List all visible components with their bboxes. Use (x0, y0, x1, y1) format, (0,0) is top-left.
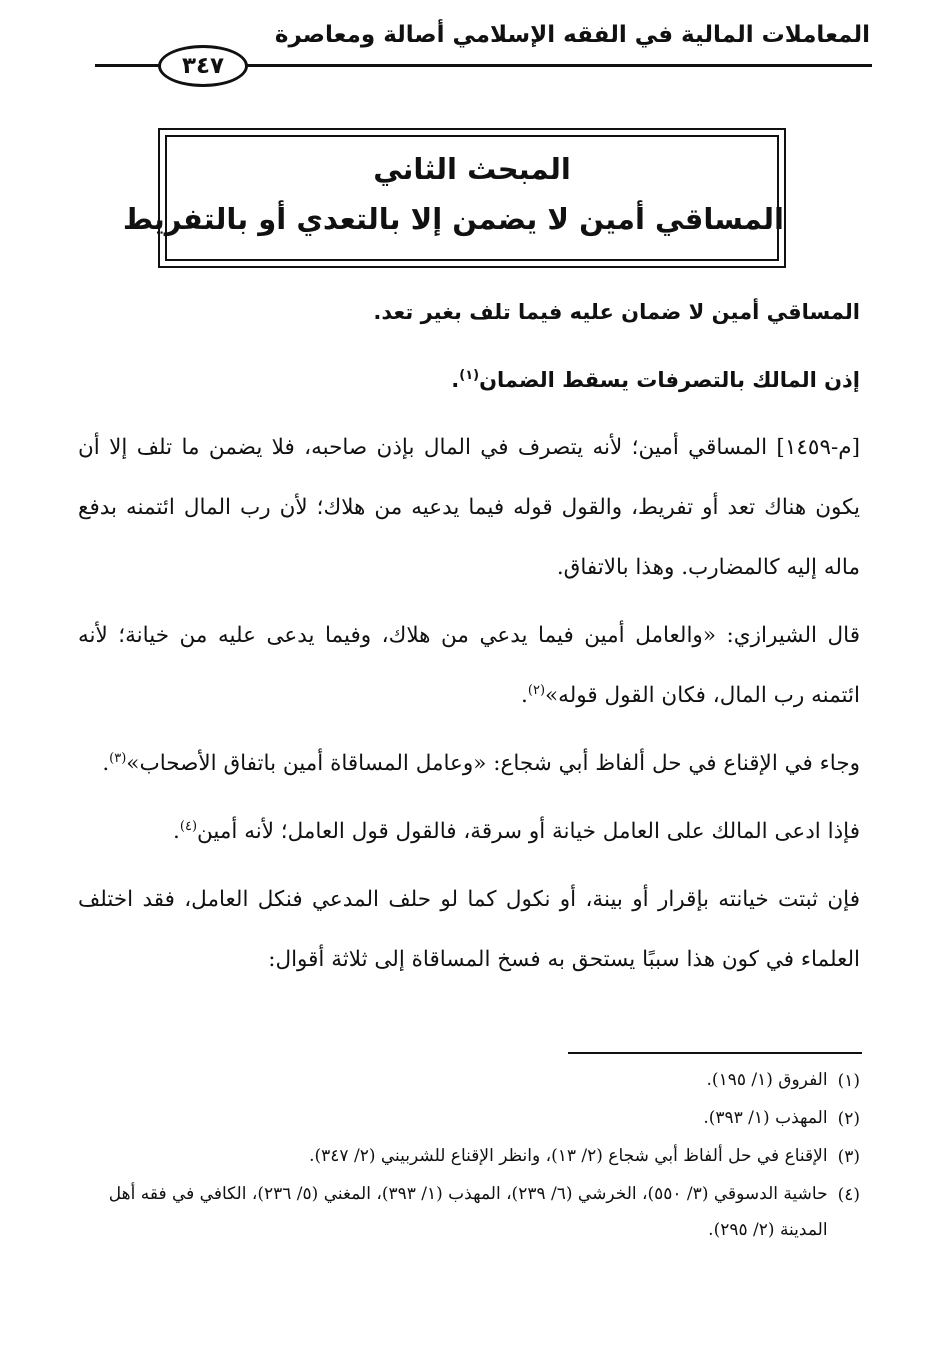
paragraph-text: وجاء في الإقناع في حل ألفاظ أبي شجاع: «وعامل المساقاة أمين باتفاق الأصحاب» (126, 751, 860, 776)
paragraph-text: فإذا ادعى المالك على العامل خيانة أو سرقة، فالقول قول العامل؛ لأنه أمين (197, 819, 860, 844)
rule-statement (78, 350, 860, 410)
paragraph (78, 606, 860, 726)
footnote-number: (٤) (837, 1185, 860, 1205)
punctuation: . (451, 368, 460, 392)
section-subtitle: المساقي أمين لا يضمن إلا بالتعدي أو بالتفريط (122, 202, 784, 236)
footnote-ref[interactable]: (٤) (179, 818, 198, 834)
page-number: ٣٤٧ (158, 45, 248, 87)
footnote (78, 1138, 860, 1176)
footnote-ref[interactable]: (٣) (109, 750, 127, 766)
footnote (78, 1100, 860, 1138)
paragraph (78, 802, 860, 862)
punctuation: . (102, 751, 110, 776)
paragraph-text: قال الشيرازي: «والعامل أمين فيما يدعي من هلاك، وفيما يدعى عليه من خيانة؛ لأنه ائتمنه رب المال، فكان القول قوله» (78, 623, 860, 708)
footnote-text: الفروق (١/ ١٩٥). (706, 1070, 828, 1090)
section-title-box (122, 128, 786, 268)
footnote-number: (٢) (837, 1109, 860, 1129)
footnote-separator (568, 1052, 862, 1054)
rule-statement: المساقي أمين لا ضمان عليه فيما تلف بغير تعد. (373, 300, 860, 324)
section-title: المبحث الثاني (373, 152, 571, 186)
footnote-text: حاشية الدسوقي (٣/ ٥٥٠)، الخرشي (٦/ ٢٣٩)، المهذب (١/ ٣٩٣)، المغني (٥/ ٢٣٦)، الكافي في فقه أهل المدينة (٢/ ٢٩٥). (108, 1184, 828, 1240)
paragraph: [م-١٤٥٩] المساقي أمين؛ لأنه يتصرف في المال بإذن صاحبه، فلا يضمن ما تلف إلا أن يكون هناك تعد أو تفريط، والقول قوله فيما يدعيه من هلاك؛ لأن رب المال ائتمنه بدفع ماله إليه كالمضارب. وهذا بالاتفاق. (78, 435, 860, 580)
footnote-text: المهذب (١/ ٣٩٣). (703, 1108, 828, 1128)
punctuation: . (173, 819, 180, 844)
main-text (78, 282, 860, 998)
footnotes (78, 1062, 860, 1248)
punctuation: . (521, 683, 528, 708)
paragraph: فإن ثبتت خيانته بإقرار أو بينة، أو نكول كما لو حلف المدعي فنكل العامل، فقد اختلف العلماء في كون هذا سببًا يستحق به فسخ المساقاة إلى ثلاثة أقوال: (78, 887, 860, 972)
footnote-ref[interactable]: (١) (459, 368, 480, 383)
paragraph (78, 734, 860, 794)
footnote (78, 1062, 860, 1100)
footnote-number: (٣) (837, 1147, 860, 1167)
footnote-text: الإقناع في حل ألفاظ أبي شجاع (٢/ ١٣)، وانظر الإقناع للشربيني (٢/ ٣٤٧). (309, 1146, 828, 1166)
rule-text: إذن المالك بالتصرفات يسقط الضمان (479, 368, 860, 392)
footnote-number: (١) (837, 1071, 860, 1091)
footnote (78, 1176, 860, 1248)
running-header-title: المعاملات المالية في الفقه الإسلامي أصالة ومعاصرة (274, 22, 870, 48)
footnote-ref[interactable]: (٢) (527, 682, 546, 698)
